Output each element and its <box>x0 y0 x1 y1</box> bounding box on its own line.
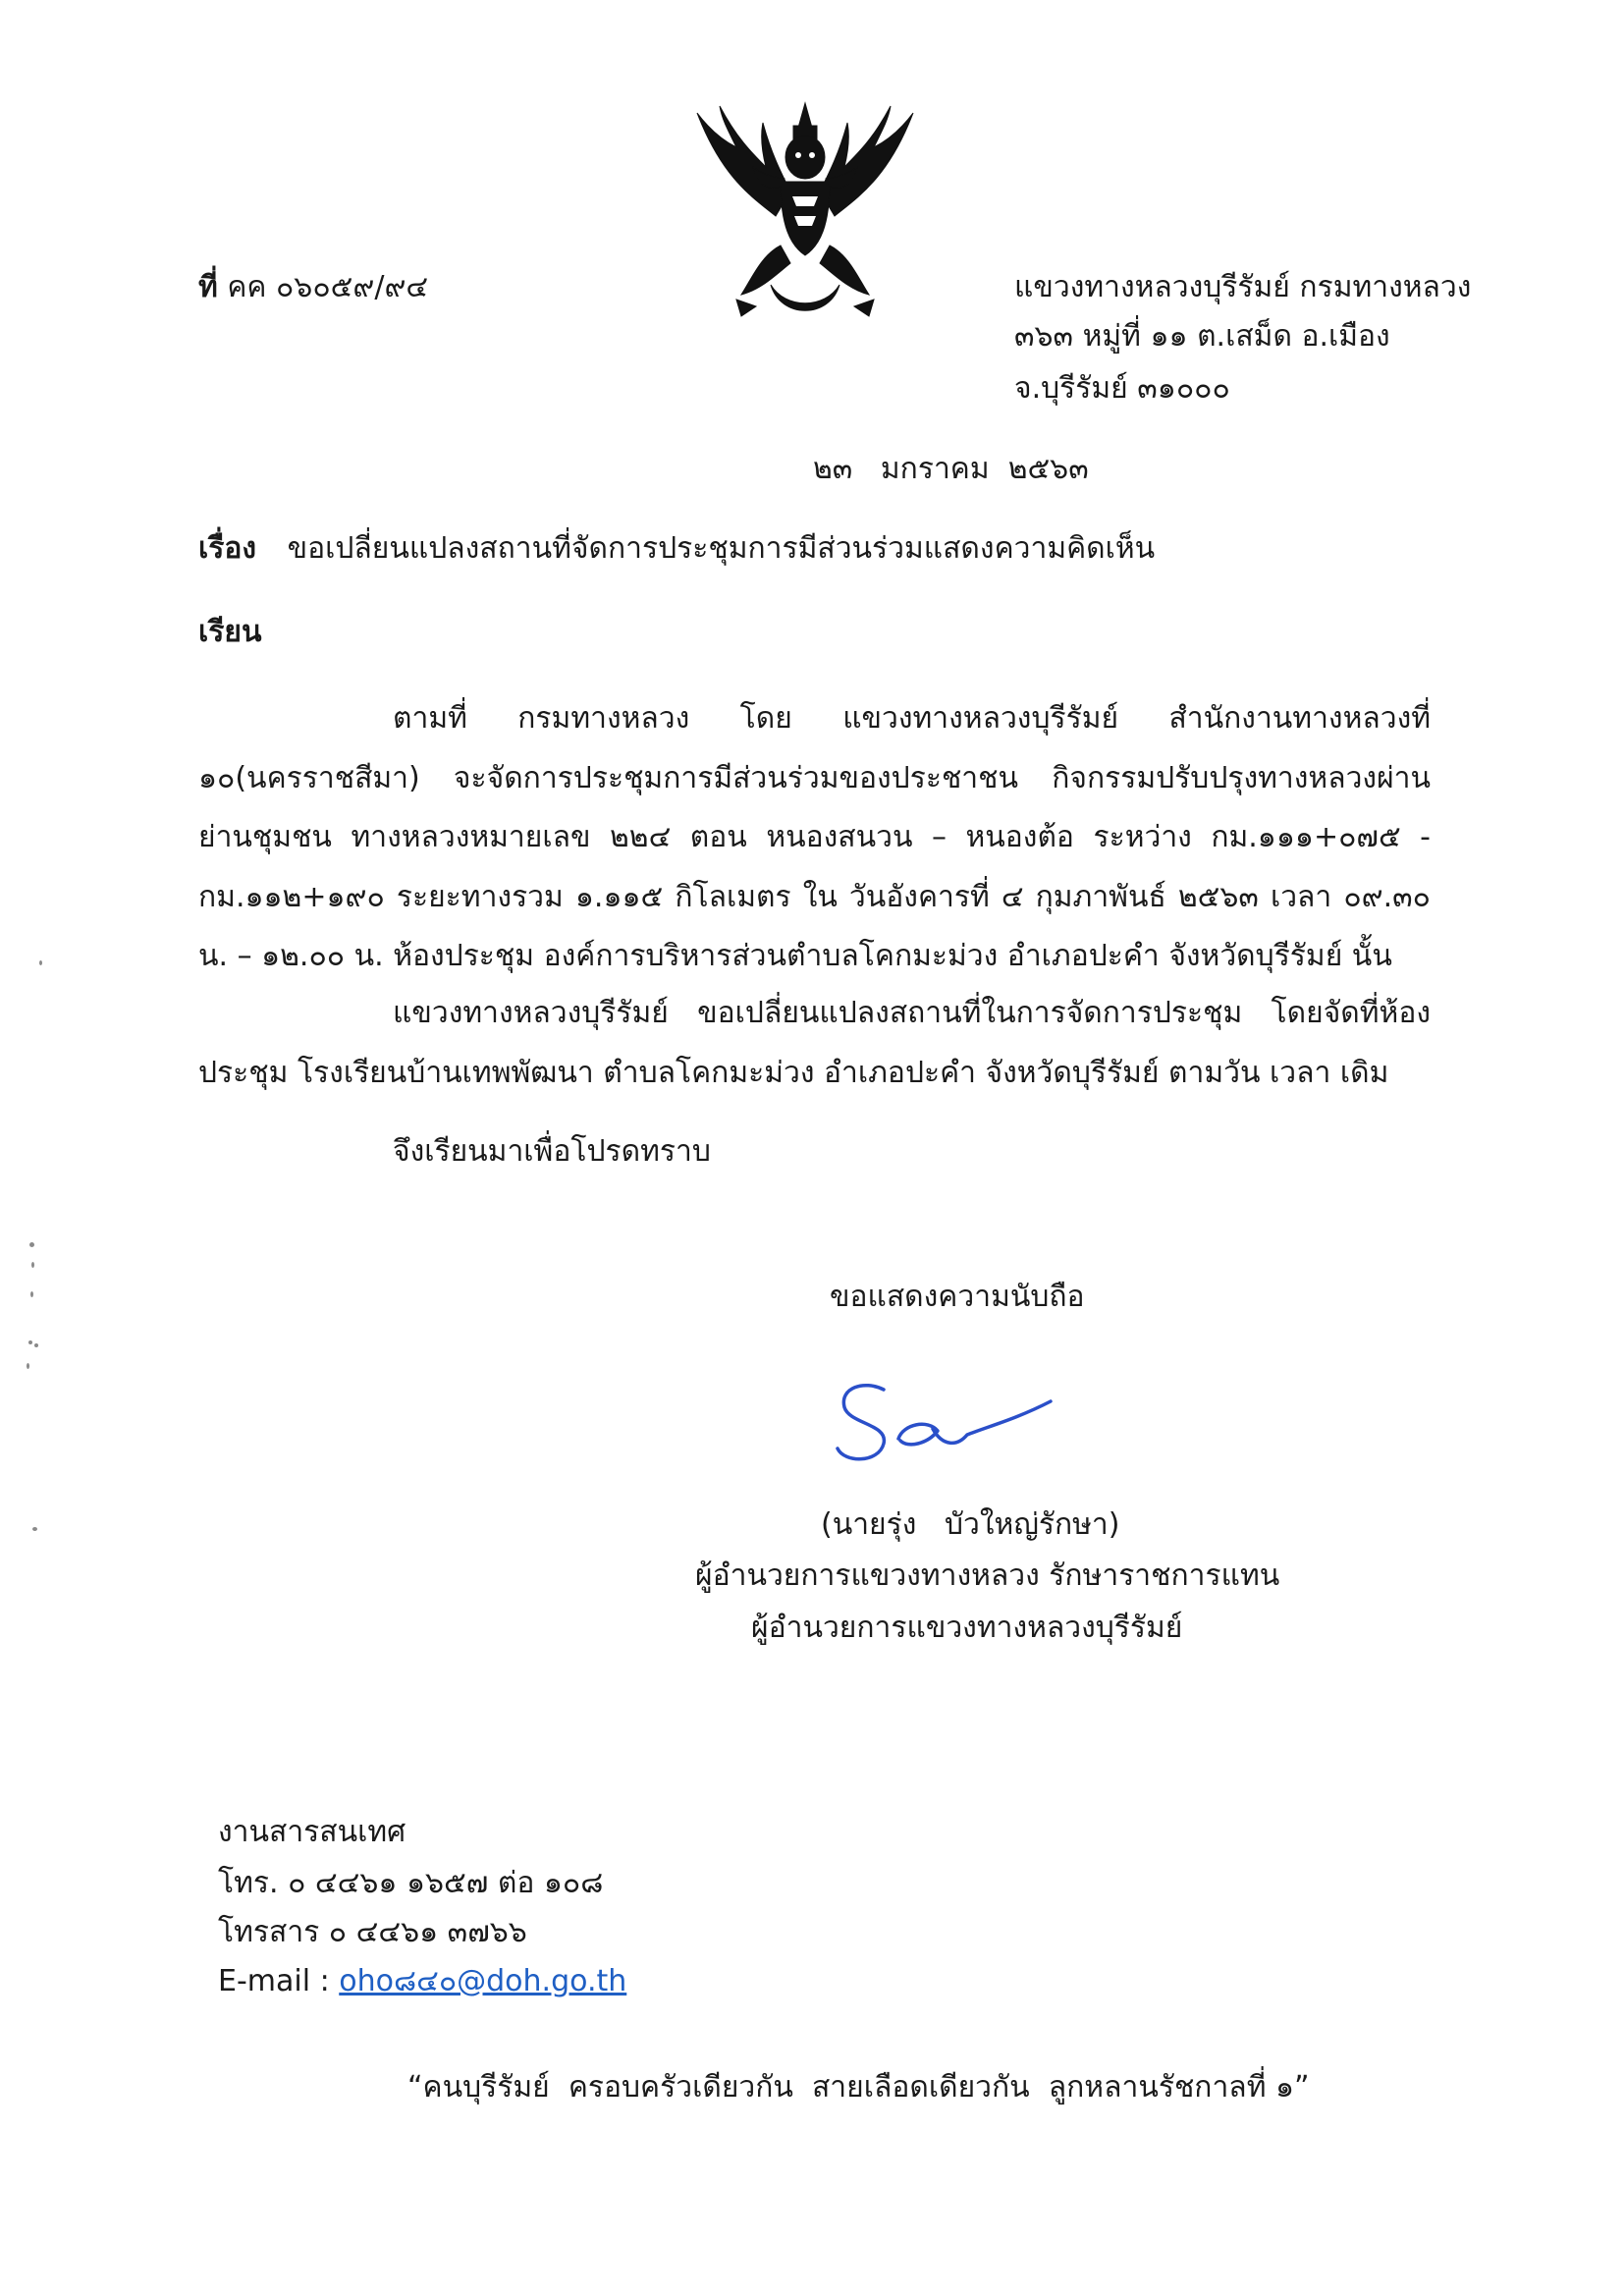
handwritten-signature-icon <box>830 1370 1065 1478</box>
body-paragraph-2: แขวงทางหลวงบุรีรัมย์ ขอเปลี่ยนแปลงสถานที่ในการจัดการประชุม โดยจัดที่ห้องประชุม โรงเรียนบ้านเทพพัฒนา ตำบลโคกมะม่วง อำเภอปะคำ จังหวัดบุรีรัมย์ ตามวัน เวลา เดิม <box>198 996 1431 1090</box>
reference-value: คค ๐๖๐๕๙/๙๔ <box>227 270 429 304</box>
email-label: E-mail : <box>218 1964 340 1998</box>
signer-title-2: ผู้อำนวยการแขวงทางหลวงบุรีรัมย์ <box>751 1611 1183 1645</box>
signer-name: (นายรุ่ง บัวใหญ่รักษา) <box>821 1507 1120 1542</box>
letter-date: ๒๓ มกราคม ๒๕๖๓ <box>813 452 1089 486</box>
garuda-emblem-icon <box>682 98 928 324</box>
scan-speck <box>31 1262 34 1268</box>
office-line-2: ๓๖๓ หมู่ที่ ๑๑ ต.เสม็ด อ.เมือง <box>1014 319 1390 354</box>
scan-speck <box>34 1343 38 1347</box>
signer-title-1: ผู้อำนวยการแขวงทางหลวง รักษาราชการแทน <box>695 1558 1280 1593</box>
contact-department: งานสารสนเทศ <box>218 1815 406 1849</box>
subject-label: เรื่อง <box>198 531 257 566</box>
body-paragraph-1: ตามที่ กรมทางหลวง โดย แขวงทางหลวงบุรีรัมย์ สำนักงานทางหลวงที่ ๑๐(นครราชสีมา) จะจัดการประชุมการมีส่วนร่วมของประชาชน กิจกรรมปรับปรุงทางหลวงผ่านย่านชุมชน ทางหลวงหมายเลข ๒๒๔ ตอน หนองสนวน – หนองต้อ ระหว่าง กม.๑๑๑+๐๗๕ - กม.๑๑๒+๑๙๐ ระยะทางรวม ๑.๑๑๕ กิโลเมตร ใน วันอังคารที่ ๔ กุมภาพันธ์ ๒๕๖๓ เวลา ๐๙.๓๐ น. – ๑๒.๐๐ น. ห้องประชุม องค์การบริหารส่วนตำบลโคกมะม่วง อำเภอปะคำ จังหวัดบุรีรัมย์ นั้น <box>198 701 1431 973</box>
contact-email-row <box>218 1964 626 1999</box>
contact-phone: โทร. ๐ ๔๔๖๑ ๑๖๕๗ ต่อ ๑๐๘ <box>218 1866 604 1900</box>
scan-speck <box>29 1242 34 1247</box>
complimentary-close: ขอแสดงความนับถือ <box>830 1280 1085 1314</box>
subject-text: ขอเปลี่ยนแปลงสถานที่จัดการประชุมการมีส่วนร่วมแสดงความคิดเห็น <box>287 531 1156 566</box>
scan-speck <box>28 1340 32 1344</box>
reference-label: ที่ <box>198 270 218 304</box>
scan-speck <box>32 1527 37 1531</box>
slogan: “คนบุรีรัมย์ ครอบครัวเดียวกัน สายเลือดเดียวกัน ลูกหลานรัชกาลที่ ๑” <box>407 2070 1310 2105</box>
office-line-3: จ.บุรีรัมย์ ๓๑๐๐๐ <box>1014 371 1230 406</box>
office-line-1: แขวงทางหลวงบุรีรัมย์ กรมทางหลวง <box>1014 270 1472 304</box>
salutation-label: เรียน <box>198 615 262 649</box>
contact-fax: โทรสาร ๐ ๔๔๖๑ ๓๗๖๖ <box>218 1915 527 1949</box>
subject-line <box>198 531 1155 567</box>
scan-speck <box>30 1291 33 1297</box>
scan-speck <box>27 1363 29 1369</box>
closing-line: จึงเรียนมาเพื่อโปรดทราบ <box>393 1134 711 1169</box>
scan-speck <box>39 960 42 965</box>
reference-number <box>198 270 428 305</box>
email-link[interactable]: oho๘๔๐@doh.go.th <box>339 1964 627 1998</box>
